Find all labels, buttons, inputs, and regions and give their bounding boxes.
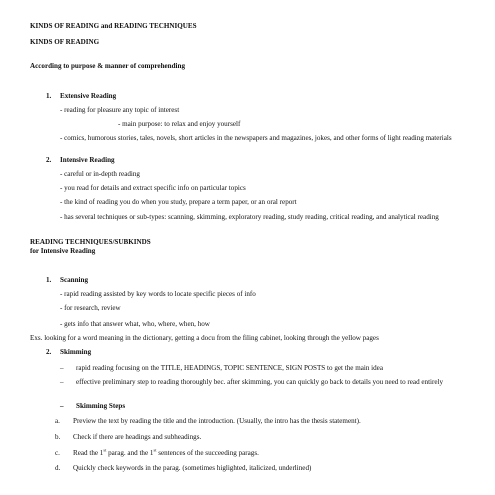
skimming-step-c: [55, 449, 259, 458]
skimming-item-2-text: effective preliminary step to reading thoroughly bec. after skimming, you can quickly go back to details you need to read entirely: [76, 378, 444, 386]
step-c-text-3: sentences of the succeeding parags.: [156, 449, 259, 457]
skimming-step-a: [55, 417, 361, 426]
step-c-text-2: parag. and the 1: [106, 449, 154, 457]
step-a-text: Preview the text by reading the title and the introduction. (Usually, the intro has the thesis statement).: [73, 417, 361, 425]
intensive-line-2: - you read for details and extract specific info on particular topics: [60, 184, 246, 192]
intensive-line-1: - careful or in-depth reading: [60, 170, 140, 178]
scanning-example: Exs. looking for a word meaning in the dictionary, getting a docu from the filing cabinet, looking through the yellow pages: [30, 334, 379, 342]
skimming-heading: [46, 348, 91, 357]
scanning-line-1: - rapid reading assisted by key words to locate specific pieces of info: [60, 290, 256, 298]
intensive-line-3: - the kind of reading you do when you study, prepare a term paper, or an oral report: [60, 198, 297, 206]
intensive-line-4: - has several techniques or sub-types: scanning, skimming, exploratory reading, study reading, critical reading, and analytical reading: [60, 213, 439, 221]
document-title: KINDS OF READING and READING TECHNIQUES: [30, 22, 197, 30]
step-letter: d.: [55, 464, 61, 472]
skimming-number: 2.: [46, 348, 52, 356]
extensive-number: 1.: [46, 92, 52, 100]
step-c-text-1: Read the 1: [73, 449, 104, 457]
extensive-heading-text: Extensive Reading: [60, 92, 117, 100]
skimming-steps-heading-text: Skimming Steps: [76, 402, 126, 410]
extensive-line-3: - comics, humorous stories, tales, novels, short articles in the newspapers and magazines, jokes, and other forms of light reading materials: [60, 134, 452, 142]
extensive-line-2: - main purpose: to relax and enjoy yourself: [118, 120, 241, 128]
superscript-st: st: [153, 447, 157, 453]
techniques-subheading: for Intensive Reading: [30, 247, 96, 255]
step-letter: b.: [55, 433, 61, 441]
intensive-heading-text: Intensive Reading: [60, 156, 115, 164]
step-b-text: Check if there are headings and subheadings.: [73, 433, 202, 441]
scanning-number: 1.: [46, 276, 52, 284]
skimming-item-2: [60, 378, 446, 387]
step-letter: c.: [55, 449, 60, 457]
skimming-step-d: [55, 464, 311, 473]
intensive-number: 2.: [46, 156, 52, 164]
scanning-heading-text: Scanning: [60, 276, 88, 284]
intensive-heading: [46, 156, 115, 165]
intro-line: According to purpose & manner of comprehending: [30, 62, 186, 70]
skimming-item-1-text: rapid reading focusing on the TITLE, HEADINGS, TOPIC SENTENCE, SIGN POSTS to get the main idea: [76, 364, 383, 372]
dash-bullet: –: [60, 402, 64, 410]
skimming-heading-text: Skimming: [60, 348, 92, 356]
scanning-line-2: - for research, review: [60, 304, 121, 312]
dash-bullet: –: [60, 378, 64, 386]
skimming-steps-heading: [60, 402, 125, 411]
scanning-heading: [46, 276, 88, 285]
skimming-step-b: [55, 433, 201, 442]
superscript-st: st: [103, 447, 107, 453]
step-d-text: Quickly check keywords in the parag. (sometimes higlighted, italicized, underlined): [73, 464, 312, 472]
extensive-heading: [46, 92, 116, 101]
dash-bullet: –: [60, 364, 64, 372]
skimming-item-1: [60, 364, 383, 373]
scanning-line-3: - gets info that answer what, who, where, when, how: [60, 320, 210, 328]
step-letter: a.: [55, 417, 60, 425]
section-title-kinds: KINDS OF READING: [30, 38, 100, 46]
techniques-heading: READING TECHNIQUES/SUBKINDS: [30, 238, 151, 246]
extensive-line-1: - reading for pleasure any topic of interest: [60, 106, 180, 114]
